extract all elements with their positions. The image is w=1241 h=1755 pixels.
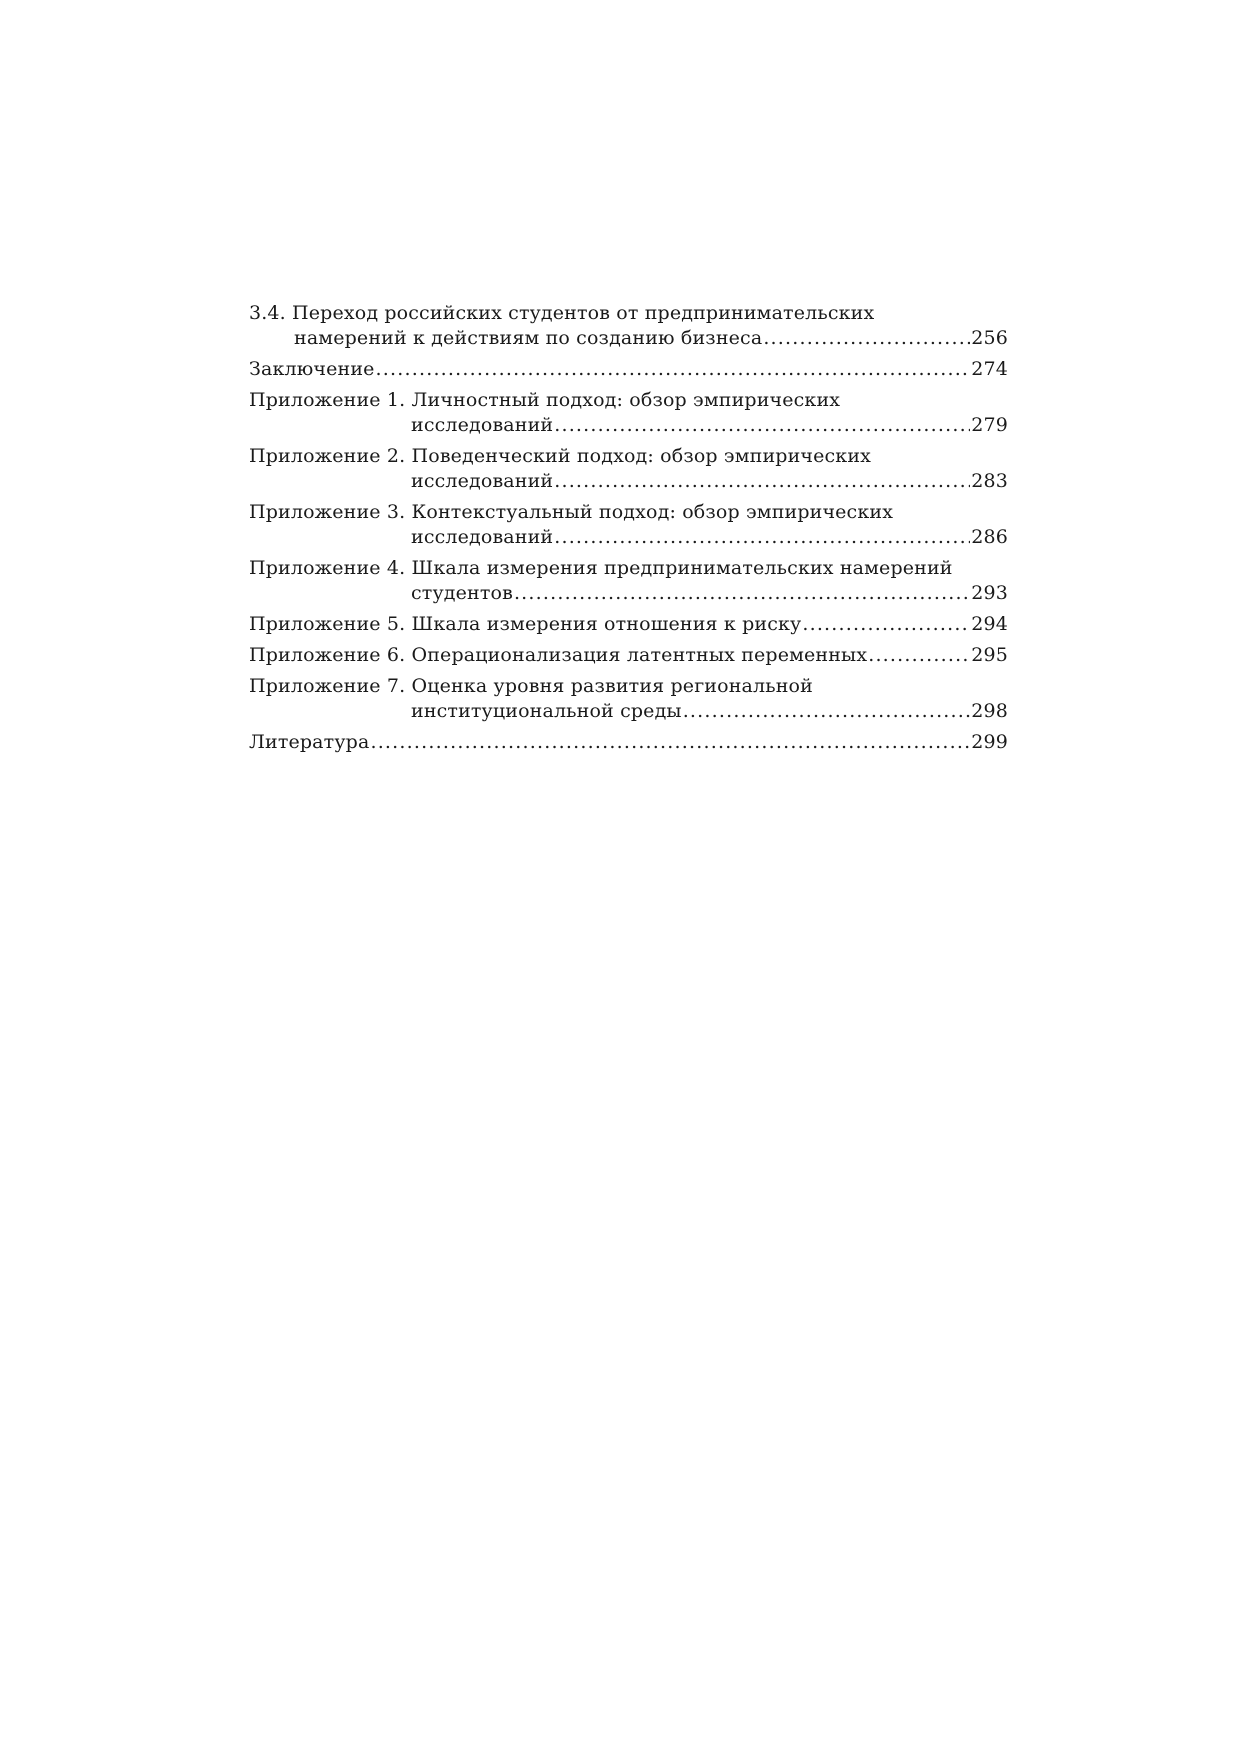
page-number: 256 (971, 327, 1008, 349)
toc-entry-title-continued: студентов (411, 582, 513, 604)
page-number: 279 (971, 414, 1008, 436)
dot-leader (554, 413, 970, 438)
page-number: 298 (971, 700, 1008, 722)
dot-leader (370, 730, 970, 755)
toc-entry-appendix-6[interactable] (249, 643, 1008, 668)
toc-entry-appendix-3[interactable] (249, 500, 1008, 550)
toc-entry-appendix-2[interactable] (249, 444, 1008, 494)
toc-entry-title: Приложение 1. Личностный подход: обзор эмпирических (249, 389, 841, 411)
page-number: 283 (971, 470, 1008, 492)
page-number: 274 (971, 358, 1008, 380)
dot-leader (514, 581, 970, 606)
toc-entry-title: Приложение 2. Поведенческий подход: обзор эмпирических (249, 445, 872, 467)
toc-entry-title-continued: исследований (411, 526, 554, 548)
toc-entry-title: Литература (249, 731, 370, 753)
page-number: 295 (971, 644, 1008, 666)
toc-entry-title: Приложение 7. Оценка уровня развития региональной (249, 675, 813, 697)
toc-entry-title-continued: исследований (411, 414, 554, 436)
toc-entry-appendix-4[interactable] (249, 556, 1008, 606)
dot-leader (683, 699, 971, 724)
toc-entry-title-continued: институциональной среды (411, 700, 682, 722)
toc-entry-bibliography[interactable] (249, 730, 1008, 755)
dot-leader (554, 525, 970, 550)
toc-entry-title-continued: намерений к действиям по созданию бизнеса (294, 327, 763, 349)
toc-entry-title: Приложение 4. Шкала измерения предпринимательских намерений (249, 557, 953, 579)
dot-leader (376, 357, 971, 382)
toc-entry-appendix-7[interactable] (249, 674, 1008, 724)
toc-entry-title: Приложение 5. Шкала измерения отношения к риску (249, 613, 802, 635)
page-number: 294 (971, 613, 1008, 635)
dot-leader (554, 469, 970, 494)
table-of-contents (249, 301, 1008, 761)
page-number: 299 (971, 731, 1008, 753)
toc-entry-appendix-1[interactable] (249, 388, 1008, 438)
toc-entry-appendix-5[interactable] (249, 612, 1008, 637)
toc-entry-section-3-4[interactable] (249, 301, 1008, 351)
toc-entry-title: Заключение (249, 358, 375, 380)
toc-entry-title: 3.4. Переход российских студентов от предпринимательских (249, 302, 875, 324)
page-number: 293 (971, 582, 1008, 604)
dot-leader (763, 326, 970, 351)
page-number: 286 (971, 526, 1008, 548)
toc-entry-title: Приложение 6. Операционализация латентных переменных (249, 644, 868, 666)
dot-leader (868, 643, 970, 668)
dot-leader (802, 612, 970, 637)
toc-entry-title: Приложение 3. Контекстуальный подход: обзор эмпирических (249, 501, 894, 523)
toc-entry-conclusion[interactable] (249, 357, 1008, 382)
toc-entry-title-continued: исследований (411, 470, 554, 492)
